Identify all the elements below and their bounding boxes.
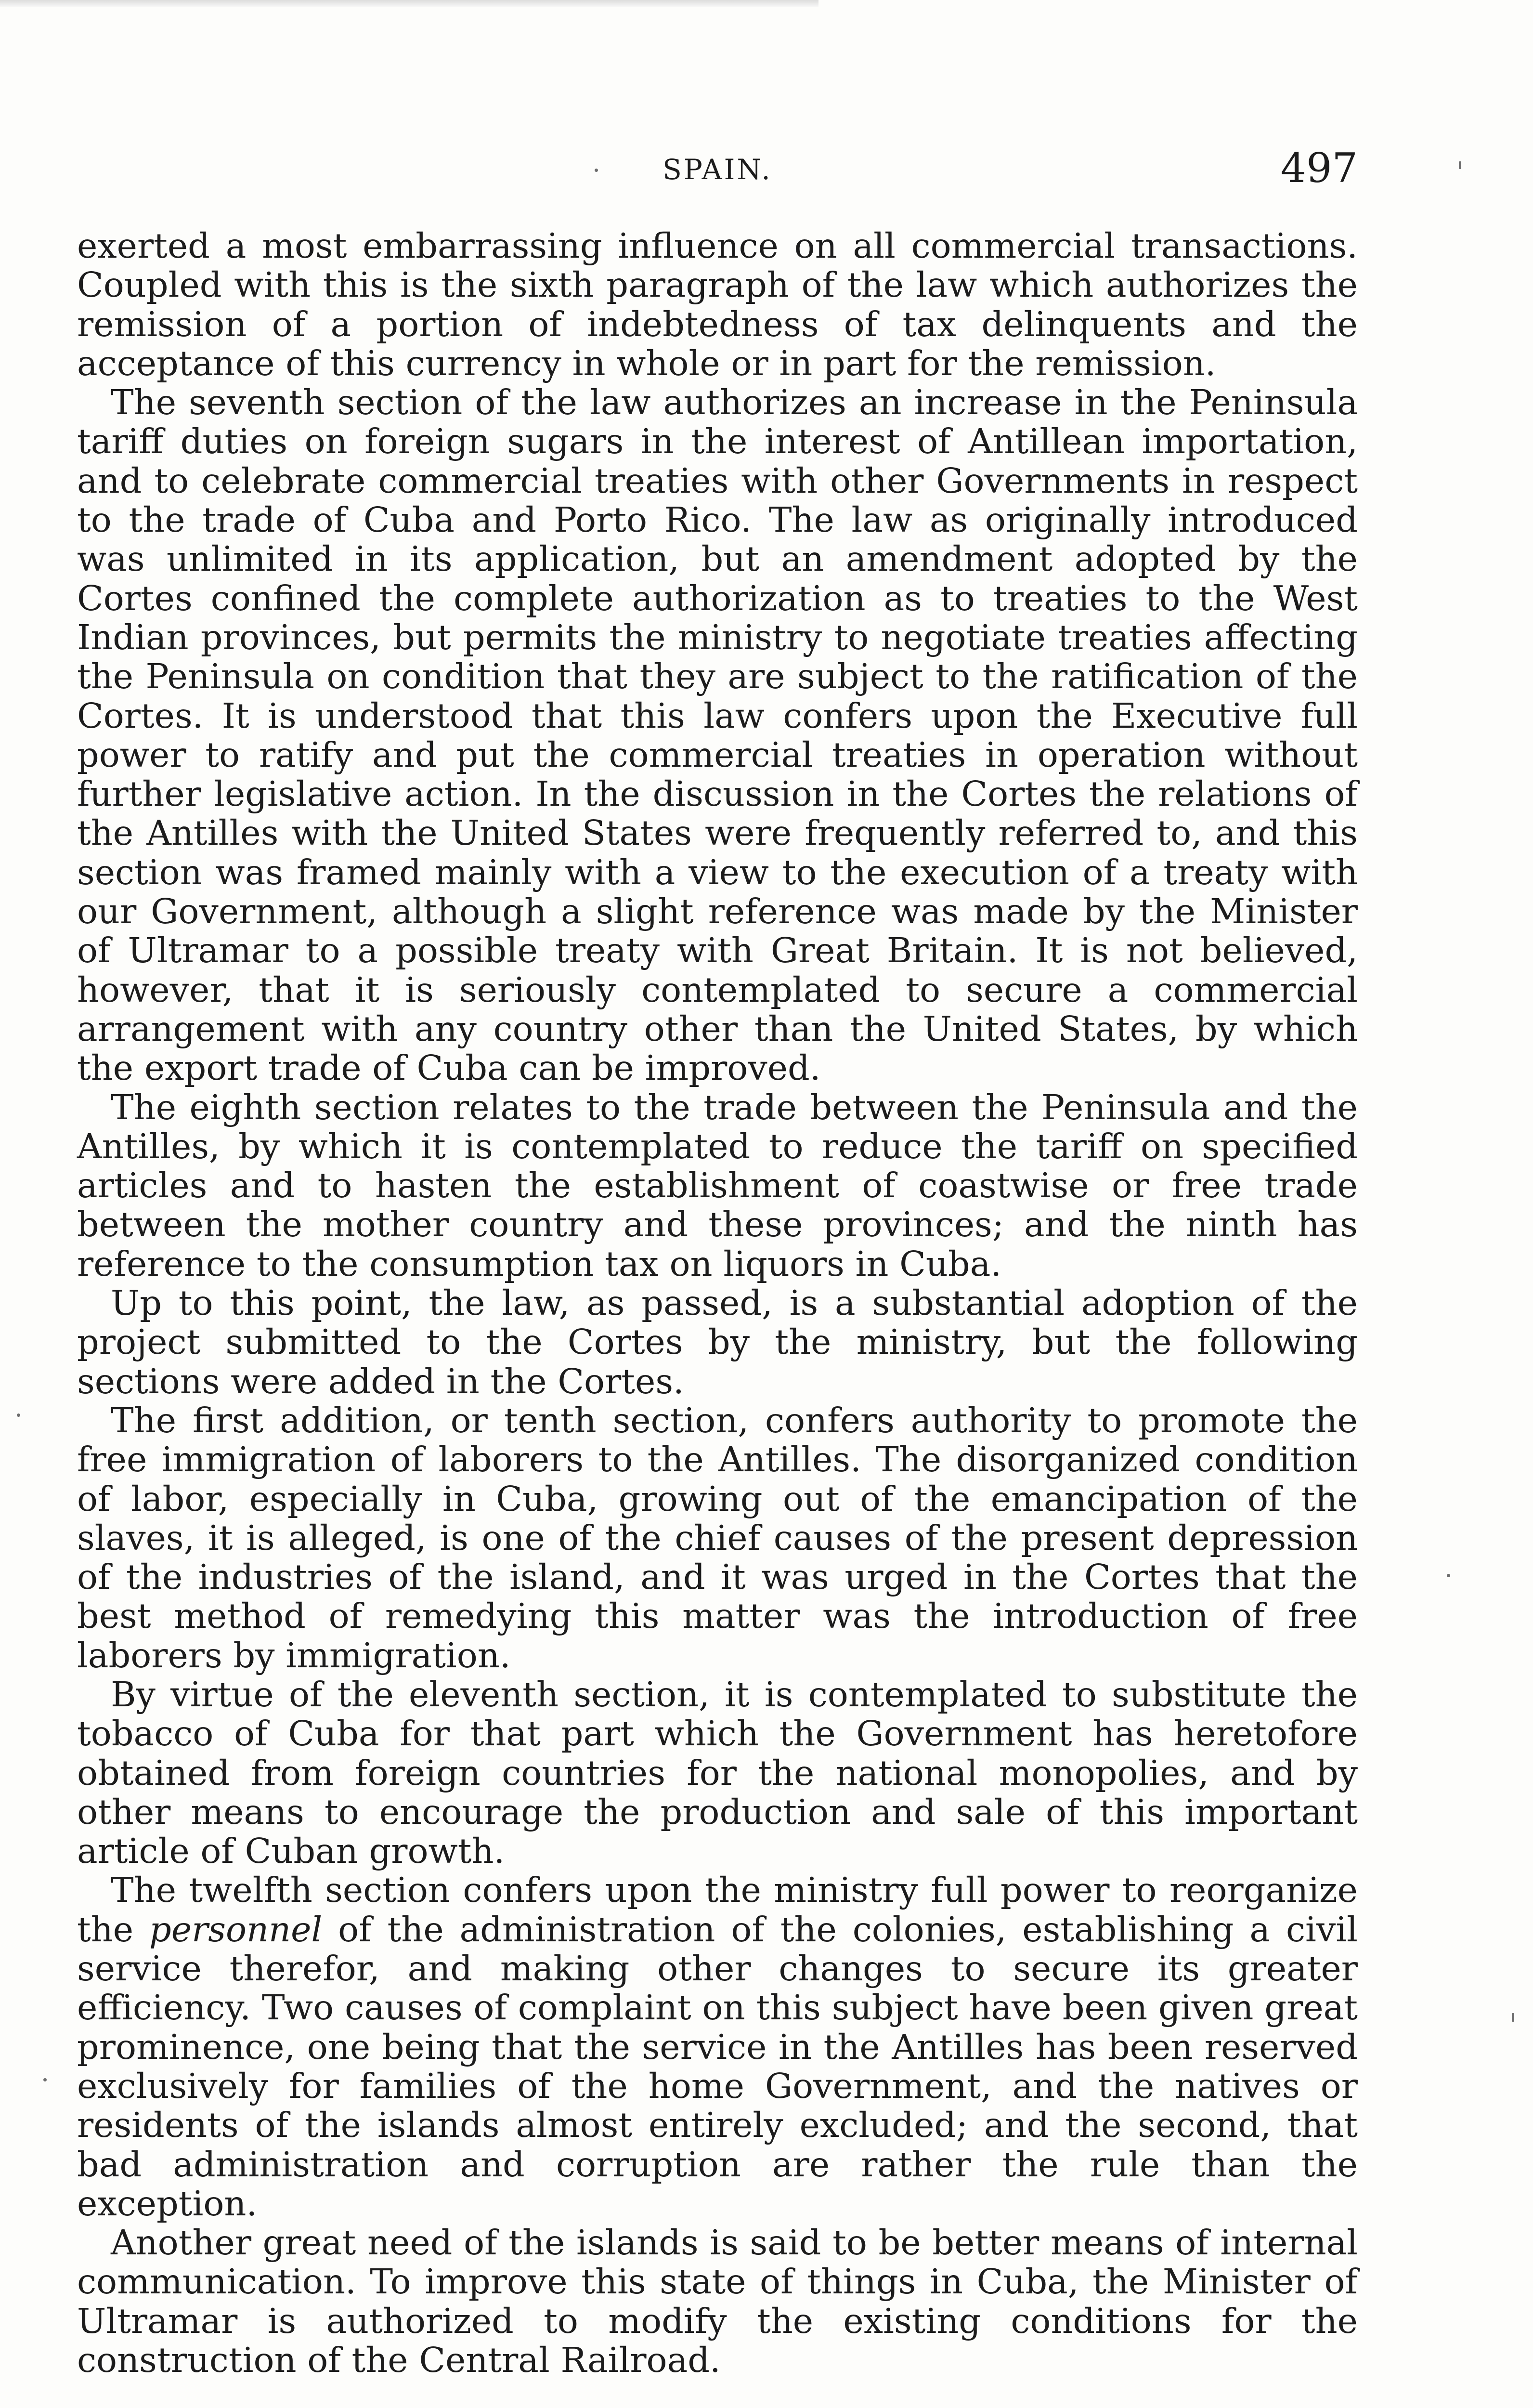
paragraph-central-railroad: Another great need of the islands is said to be better means of internal communication. To improve this state of things in Cuba, the Minister of Ultramar is authorized to modify the existing conditions for the construction of the Central Railroad. <box>77 2223 1358 2381</box>
paragraph-tenth-section: The first addition, or tenth section, confers authority to promote the free immigration of laborers to the Antilles. The disorganized condition of labor, especially in Cuba, growing out of the emancipation of the slaves, it is alleged, is one of the chief causes of the present depression of the industries of the island, and it was urged in the Cortes that the best method of remedying this matter was the introduction of free laborers by immigration. <box>77 1400 1358 1675</box>
scan-speck <box>595 169 598 172</box>
italic-term: personnel <box>149 1909 323 1950</box>
running-title: SPAIN. <box>663 153 772 186</box>
running-head <box>77 144 1358 197</box>
body-text <box>77 226 1358 2380</box>
paragraph-continuation: exerted a most embarrassing influence on all commercial transactions. Coupled with this is the sixth paragraph of the law which authorizes the remission of a portion of indebtedness of tax delinquents and the acceptance of this currency in whole or in part for the remission. <box>77 226 1358 383</box>
scan-speck <box>1459 161 1461 169</box>
scan-speck <box>17 1413 20 1417</box>
scan-speck <box>43 2078 47 2081</box>
paragraph-seventh-section: The seventh section of the law authorizes an increase in the Peninsula tariff duties on foreign sugars in the interest of Antillean importation, and to celebrate commercial treaties with other Governments in respect to the trade of Cuba and Porto Rico. The law as originally introduced was unlimited in its application, but an amendment adopted by the Cortes confined the complete authorization as to treaties to the West Indian provinces, but permits the ministry to negotiate treaties affecting the Peninsula on condition that they are subject to the ratification of the Cortes. It is understood that this law confers upon the Executive full power to ratify and put the commercial treaties in operation without further legislative action. In the discussion in the Cortes the relations of the Antilles with the United States were frequently referred to, and this section was framed mainly with a view to the execution of a treaty with our Government, although a slight reference was made by the Minister of Ultramar to a possible treaty with Great Britain. It is not believed, however, that it is seriously contemplated to secure a commercial arrangement with any country other than the United States, by which the export trade of Cuba can be improved. <box>77 382 1358 1088</box>
paragraph-text: The twelfth section confers upon the ministry full power to reorganize the <box>77 1870 1358 1950</box>
paragraph-eleventh-section: By virtue of the eleventh section, it is contemplated to substitute the tobacco of Cuba for that part which the Government has heretofore obtained from foreign countries for the national monopolies, and by other means to encourage the production and sale of this important article of Cuban growth. <box>77 1674 1358 1871</box>
scan-edge-shadow <box>0 0 818 7</box>
paragraph-project-adoption: Up to this point, the law, as passed, is a substantial adoption of the project submitted to the Cortes by the ministry, but the following sections were added in the Cortes. <box>77 1283 1358 1401</box>
paragraph-eighth-section: The eighth section relates to the trade between the Peninsula and the Antilles, by which it is contemplated to reduce the tariff on specified articles and to hasten the establishment of coastwise or free trade between the mother country and these provinces; and the ninth has reference to the consumption tax on liquors in Cuba. <box>77 1087 1358 1284</box>
paragraph-text: of the administration of the colonies, establishing a civil service therefor, and making other changes to secure its greater efficiency. Two causes of complaint on this subject have been given great prominence, one being that the service in the Antilles has been reserved exclusively for families of the home Government, and the natives or residents of the islands almost entirely excluded; and the second, that bad administration and corruption are rather the rule than the exception. <box>77 1909 1358 2224</box>
page-number: 497 <box>1280 144 1358 192</box>
scan-speck <box>1512 2013 1514 2022</box>
scan-speck <box>1447 1574 1450 1577</box>
paragraph-twelfth-section <box>77 1871 1358 2223</box>
